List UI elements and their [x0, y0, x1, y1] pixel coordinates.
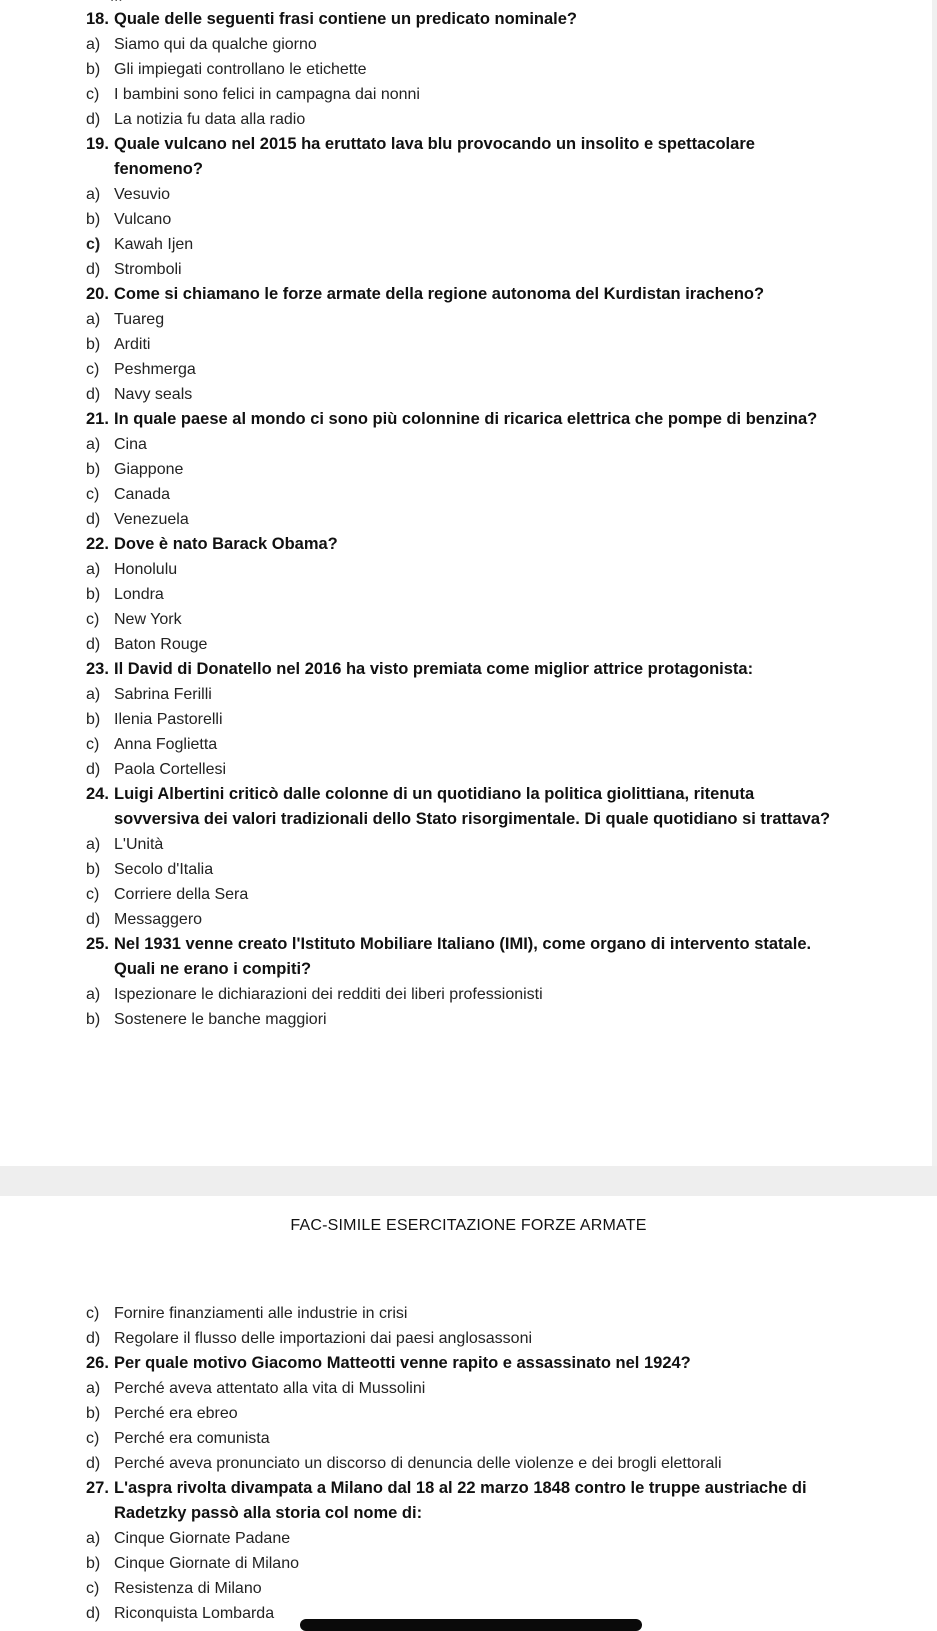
option-text: Ispezionare le dichiarazioni dei redditi dei liberi professionisti: [114, 986, 543, 1003]
answer-option: [86, 832, 937, 857]
question-number: 19.: [86, 135, 109, 153]
option-text: Navy seals: [114, 386, 193, 403]
answer-option: [86, 182, 937, 207]
answer-option: [86, 257, 937, 282]
option-text: Giappone: [114, 461, 184, 478]
option-text: Cinque Giornate Padane: [114, 1530, 291, 1547]
answer-option: [86, 1426, 937, 1451]
option-letter: d): [86, 511, 101, 528]
option-letter: b): [86, 861, 101, 878]
option-letter: c): [86, 236, 101, 253]
option-letter: d): [86, 261, 101, 278]
option-letter: b): [86, 1405, 101, 1422]
option-letter: a): [86, 1380, 101, 1397]
option-letter: a): [86, 986, 101, 1003]
page-separator: [0, 1166, 937, 1196]
answer-option: [86, 732, 937, 757]
option-text: Londra: [114, 586, 164, 603]
answer-option: [86, 1007, 937, 1032]
answer-option: [86, 357, 937, 382]
option-text: Tuareg: [114, 311, 165, 328]
question-text: [86, 657, 834, 682]
answer-option: [86, 707, 937, 732]
answer-option: [86, 32, 937, 57]
answer-option: [86, 482, 937, 507]
option-text: New York: [114, 611, 182, 628]
option-letter: c): [86, 86, 100, 103]
question-number: 23.: [86, 660, 109, 678]
option-letter: a): [86, 561, 101, 578]
option-text: Cina: [114, 436, 147, 453]
question-list-top: [0, 7, 937, 1032]
question-text: [86, 532, 834, 557]
option-text: Kawah Ijen: [114, 236, 194, 253]
option-letter: b): [86, 336, 101, 353]
question-text: [86, 782, 834, 832]
answer-option: [86, 232, 937, 257]
option-text: Honolulu: [114, 561, 178, 578]
option-letter: b): [86, 61, 101, 78]
option-letter: c): [86, 486, 100, 503]
question-number: 18.: [86, 10, 109, 28]
answer-option: [86, 857, 937, 882]
option-text: Resistenza di Milano: [114, 1580, 262, 1597]
question-body: In quale paese al mondo ci sono più colonnine di ricarica elettrica che pompe di benzina?: [114, 410, 818, 428]
question-list-bottom: [0, 1351, 937, 1626]
answer-option: [86, 582, 937, 607]
option-letter: a): [86, 686, 101, 703]
question-body: Per quale motivo Giacomo Matteotti venne rapito e assassinato nel 1924?: [114, 1354, 691, 1372]
option-letter: a): [86, 36, 101, 53]
option-text: Sabrina Ferilli: [114, 686, 212, 703]
answer-option: [86, 1326, 937, 1351]
option-letter: b): [86, 1011, 101, 1028]
question-body: Nel 1931 venne creato l'Istituto Mobiliare Italiano (IMI), come organo di intervento statale. Quali ne erano i compiti?: [114, 935, 812, 978]
answer-option: [86, 1301, 937, 1326]
option-letter: c): [86, 736, 100, 753]
question-text: [86, 407, 834, 432]
answer-option: [86, 682, 937, 707]
option-letter: c): [86, 1580, 100, 1597]
option-text: Perché era ebreo: [114, 1405, 238, 1422]
question-text: [86, 282, 834, 307]
option-text: Cinque Giornate di Milano: [114, 1555, 299, 1572]
option-text: Venezuela: [114, 511, 189, 528]
answer-option: [86, 1376, 937, 1401]
option-letter: c): [86, 886, 100, 903]
answer-option: [86, 107, 937, 132]
option-letter: b): [86, 711, 101, 728]
answer-option: [86, 507, 937, 532]
question-text: [86, 132, 834, 182]
answer-option: [86, 207, 937, 232]
option-letter: d): [86, 111, 101, 128]
option-text: Canada: [114, 486, 171, 503]
option-text: Perché era comunista: [114, 1430, 270, 1447]
option-text: Sostenere le banche maggiori: [114, 1011, 327, 1028]
cropped-previous-text: [110, 0, 170, 4]
question-body: Dove è nato Barack Obama?: [114, 535, 338, 553]
option-letter: b): [86, 1555, 101, 1572]
option-text: Corriere della Sera: [114, 886, 249, 903]
option-text: Anna Foglietta: [114, 736, 218, 753]
question-text: [86, 1476, 834, 1526]
option-text: Messaggero: [114, 911, 203, 928]
option-letter: a): [86, 311, 101, 328]
option-text: Arditi: [114, 336, 151, 353]
redaction-bar: [300, 1619, 642, 1631]
option-letter: d): [86, 1455, 101, 1472]
option-text: Gli impiegati controllano le etichette: [114, 61, 367, 78]
question-number: 21.: [86, 410, 109, 428]
question-text: [86, 7, 834, 32]
answer-option: [86, 1576, 937, 1601]
option-text: Peshmerga: [114, 361, 196, 378]
option-letter: c): [86, 611, 100, 628]
question-text: [86, 932, 834, 982]
answer-option: [86, 757, 937, 782]
option-text: Vulcano: [114, 211, 172, 228]
option-text: Stromboli: [114, 261, 182, 278]
question-number: 27.: [86, 1479, 109, 1497]
option-letter: d): [86, 636, 101, 653]
page-header-title: FAC-SIMILE ESERCITAZIONE FORZE ARMATE: [290, 1217, 647, 1234]
option-letter: b): [86, 586, 101, 603]
question-number: 20.: [86, 285, 109, 303]
option-letter: d): [86, 386, 101, 403]
option-letter: d): [86, 761, 101, 778]
option-letter: c): [86, 361, 100, 378]
option-text: Ilenia Pastorelli: [114, 711, 223, 728]
option-text: Riconquista Lombarda: [114, 1605, 275, 1622]
option-letter: b): [86, 461, 101, 478]
option-text: Perché aveva pronunciato un discorso di denuncia delle violenze e dei brogli elettorali: [114, 1455, 722, 1472]
answer-option: [86, 307, 937, 332]
option-letter: b): [86, 211, 101, 228]
answer-option: [86, 1551, 937, 1576]
question-body: Quale delle seguenti frasi contiene un predicato nominale?: [114, 10, 578, 28]
option-text: Vesuvio: [114, 186, 171, 203]
option-text: Regolare il flusso delle importazioni dai paesi anglosassoni: [114, 1330, 533, 1347]
option-text: Baton Rouge: [114, 636, 208, 653]
option-letter: a): [86, 836, 101, 853]
answer-option: [86, 457, 937, 482]
question-number: 26.: [86, 1354, 109, 1372]
option-letter: d): [86, 911, 101, 928]
option-text: La notizia fu data alla radio: [114, 111, 306, 128]
option-letter: c): [86, 1305, 100, 1322]
answer-option: [86, 607, 937, 632]
question-body: Il David di Donatello nel 2016 ha visto premiata come miglior attrice protagonista:: [114, 660, 754, 678]
answer-option: [86, 882, 937, 907]
option-text: I bambini sono felici in campagna dai nonni: [114, 86, 420, 103]
option-letter: c): [86, 1430, 100, 1447]
question-body: Come si chiamano le forze armate della regione autonoma del Kurdistan iracheno?: [114, 285, 765, 303]
answer-option: [86, 332, 937, 357]
answer-option: [86, 982, 937, 1007]
answer-option: [86, 382, 937, 407]
answer-option: [86, 1401, 937, 1426]
option-letter: a): [86, 1530, 101, 1547]
answer-option: [86, 82, 937, 107]
option-letter: a): [86, 186, 101, 203]
question-body: L'aspra rivolta divampata a Milano dal 18 al 22 marzo 1848 contro le truppe austriache di Radetzky passò alla storia col nome di:: [114, 1479, 807, 1522]
question-number: 24.: [86, 785, 109, 803]
answer-option: [86, 1526, 937, 1551]
option-text: Paola Cortellesi: [114, 761, 227, 778]
continuation-options: [0, 1301, 937, 1351]
question-body: Luigi Albertini criticò dalle colonne di un quotidiano la politica giolittiana, ritenuta sovversiva dei valori tradizionali dello Stato risorgimentale. Di quale quotidiano si trattava?: [114, 785, 831, 828]
option-text: Fornire finanziamenti alle industrie in crisi: [114, 1305, 408, 1322]
question-number: 25.: [86, 935, 109, 953]
option-text: Perché aveva attentato alla vita di Mussolini: [114, 1380, 426, 1397]
option-text: Secolo d'Italia: [114, 861, 214, 878]
answer-option: [86, 632, 937, 657]
answer-option: [86, 57, 937, 82]
question-number: 22.: [86, 535, 109, 553]
answer-option: [86, 432, 937, 457]
option-text: Siamo qui da qualche giorno: [114, 36, 317, 53]
option-letter: d): [86, 1330, 101, 1347]
answer-option: [86, 907, 937, 932]
question-text: [86, 1351, 834, 1376]
option-letter: a): [86, 436, 101, 453]
answer-option: [86, 1451, 937, 1476]
option-letter: d): [86, 1605, 101, 1622]
option-text: L'Unità: [114, 836, 164, 853]
answer-option: [86, 557, 937, 582]
question-body: Quale vulcano nel 2015 ha eruttato lava blu provocando un insolito e spettacolare fenomeno?: [114, 135, 755, 178]
